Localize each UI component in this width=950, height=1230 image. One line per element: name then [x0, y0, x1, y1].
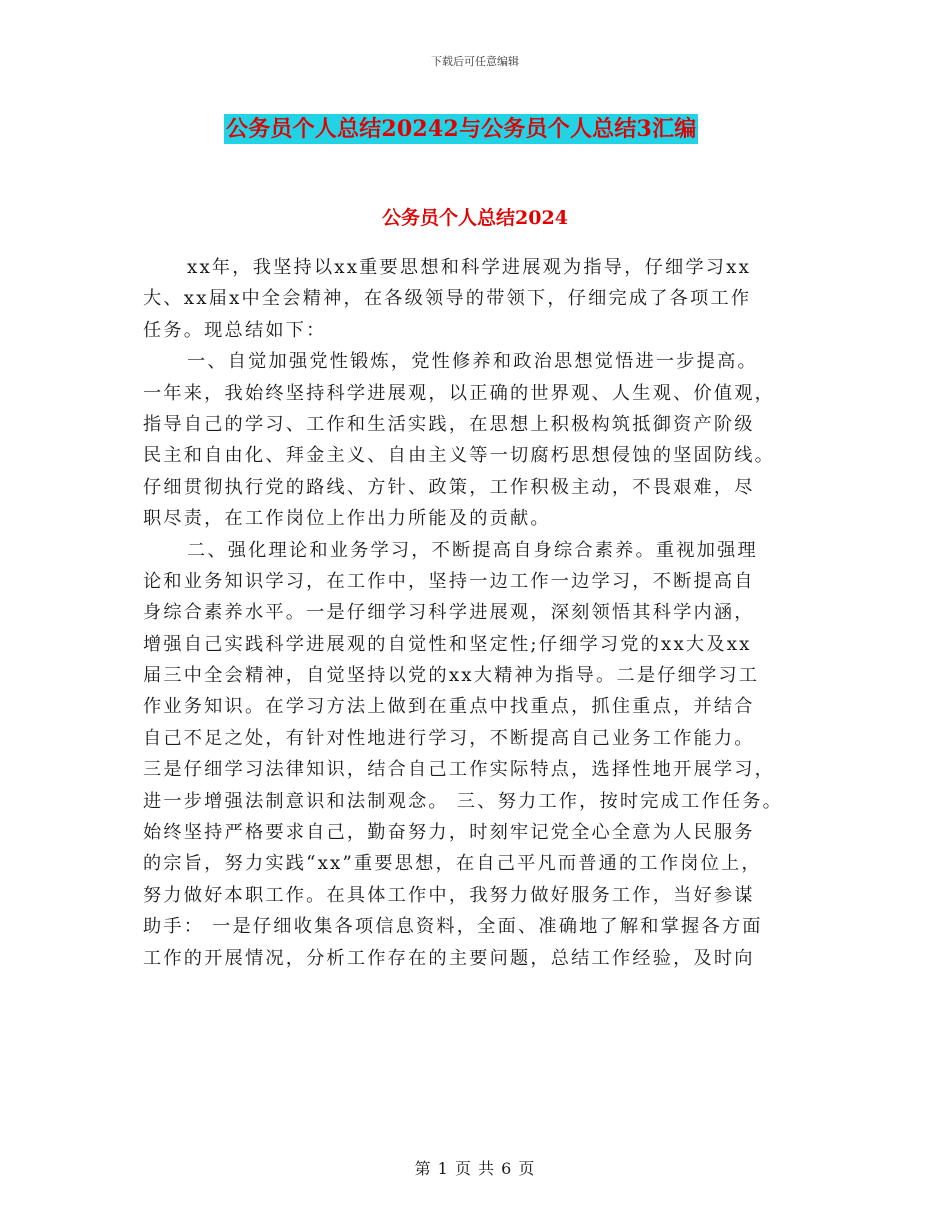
text-line: 一、自觉加强党性锻炼，党性修养和政治思想觉悟进一步提高。 [187, 351, 758, 373]
document-title: 公务员个人总结20242与公务员个人总结3汇编 [226, 116, 697, 142]
text-line: xx年，我坚持以xx重要思想和科学进展观为指导，仔细学习xx [187, 257, 752, 278]
text-line: 大、xx届x中全会精神，在各级领导的带领下，仔细完成了各项工作 [143, 288, 752, 310]
text-line: 身综合素养水平。一是仔细学习科学进展观，深刻领悟其科学内涵， [143, 602, 755, 624]
text-line: 论和业务知识学习，在工作中，坚持一边工作一边学习，不断提高自 [143, 570, 755, 592]
text-line: 一年来，我始终坚持科学进展观，以正确的世界观、人生观、价值观， [143, 382, 776, 404]
text-line: 努力做好本职工作。在具体工作中，我努力做好服务工作，当好参谋 [143, 884, 755, 906]
text-line: 届三中全会精神，自觉坚持以党的xx大精神为指导。二是仔细学习工 [143, 665, 760, 687]
body-text [143, 252, 823, 974]
text-line: 始终坚持严格要求自己，勤奋努力，时刻牢记党全心全意为人民服务 [143, 822, 755, 844]
page-number: 第 1 页 共 6 页 [414, 1159, 536, 1178]
text-line: 自己不足之处，有针对性地进行学习，不断提高自己业务工作能力。 [143, 727, 755, 749]
text-line: 进一步增强法制意识和法制观念。 三、努力工作，按时完成工作任务。 [143, 790, 783, 812]
text-line: 职尽责，在工作岗位上作出力所能及的贡献。 [143, 508, 551, 530]
text-line: 作业务知识。在学习方法上做到在重点中找重点，抓住重点，并结合 [143, 696, 755, 718]
text-line: 任务。现总结如下： [143, 319, 327, 341]
text-line: 工作的开展情况，分析工作存在的主要问题，总结工作经验，及时向 [143, 947, 755, 969]
text-line: 二、强化理论和业务学习，不断提高自身综合素养。重视加强理 [187, 539, 758, 561]
text-line: 民主和自由化、拜金主义、自由主义等一切腐朽思想侵蚀的坚固防线。 [143, 445, 776, 467]
page-header-note: 下载后可任意编辑 [431, 55, 519, 68]
text-line: 的宗旨，努力实践“xx”重要思想，在自己平凡而普通的工作岗位上， [143, 853, 762, 875]
text-line: 助手： 一是仔细收集各项信息资料，全面、准确地了解和掌握各方面 [143, 916, 763, 938]
text-line: 仔细贯彻执行党的路线、方针、政策，工作积极主动，不畏艰难，尽 [143, 476, 755, 498]
text-line: 三是仔细学习法律知识，结合自己工作实际特点，选择性地开展学习， [143, 759, 776, 781]
text-line: 增强自己实践科学进展观的自觉性和坚定性;仔细学习党的xx大及xx [143, 633, 752, 655]
text-line: 指导自己的学习、工作和生活实践，在思想上积极构筑抵御资产阶级 [143, 413, 755, 435]
section-title: 公务员个人总结2024 [382, 207, 568, 229]
